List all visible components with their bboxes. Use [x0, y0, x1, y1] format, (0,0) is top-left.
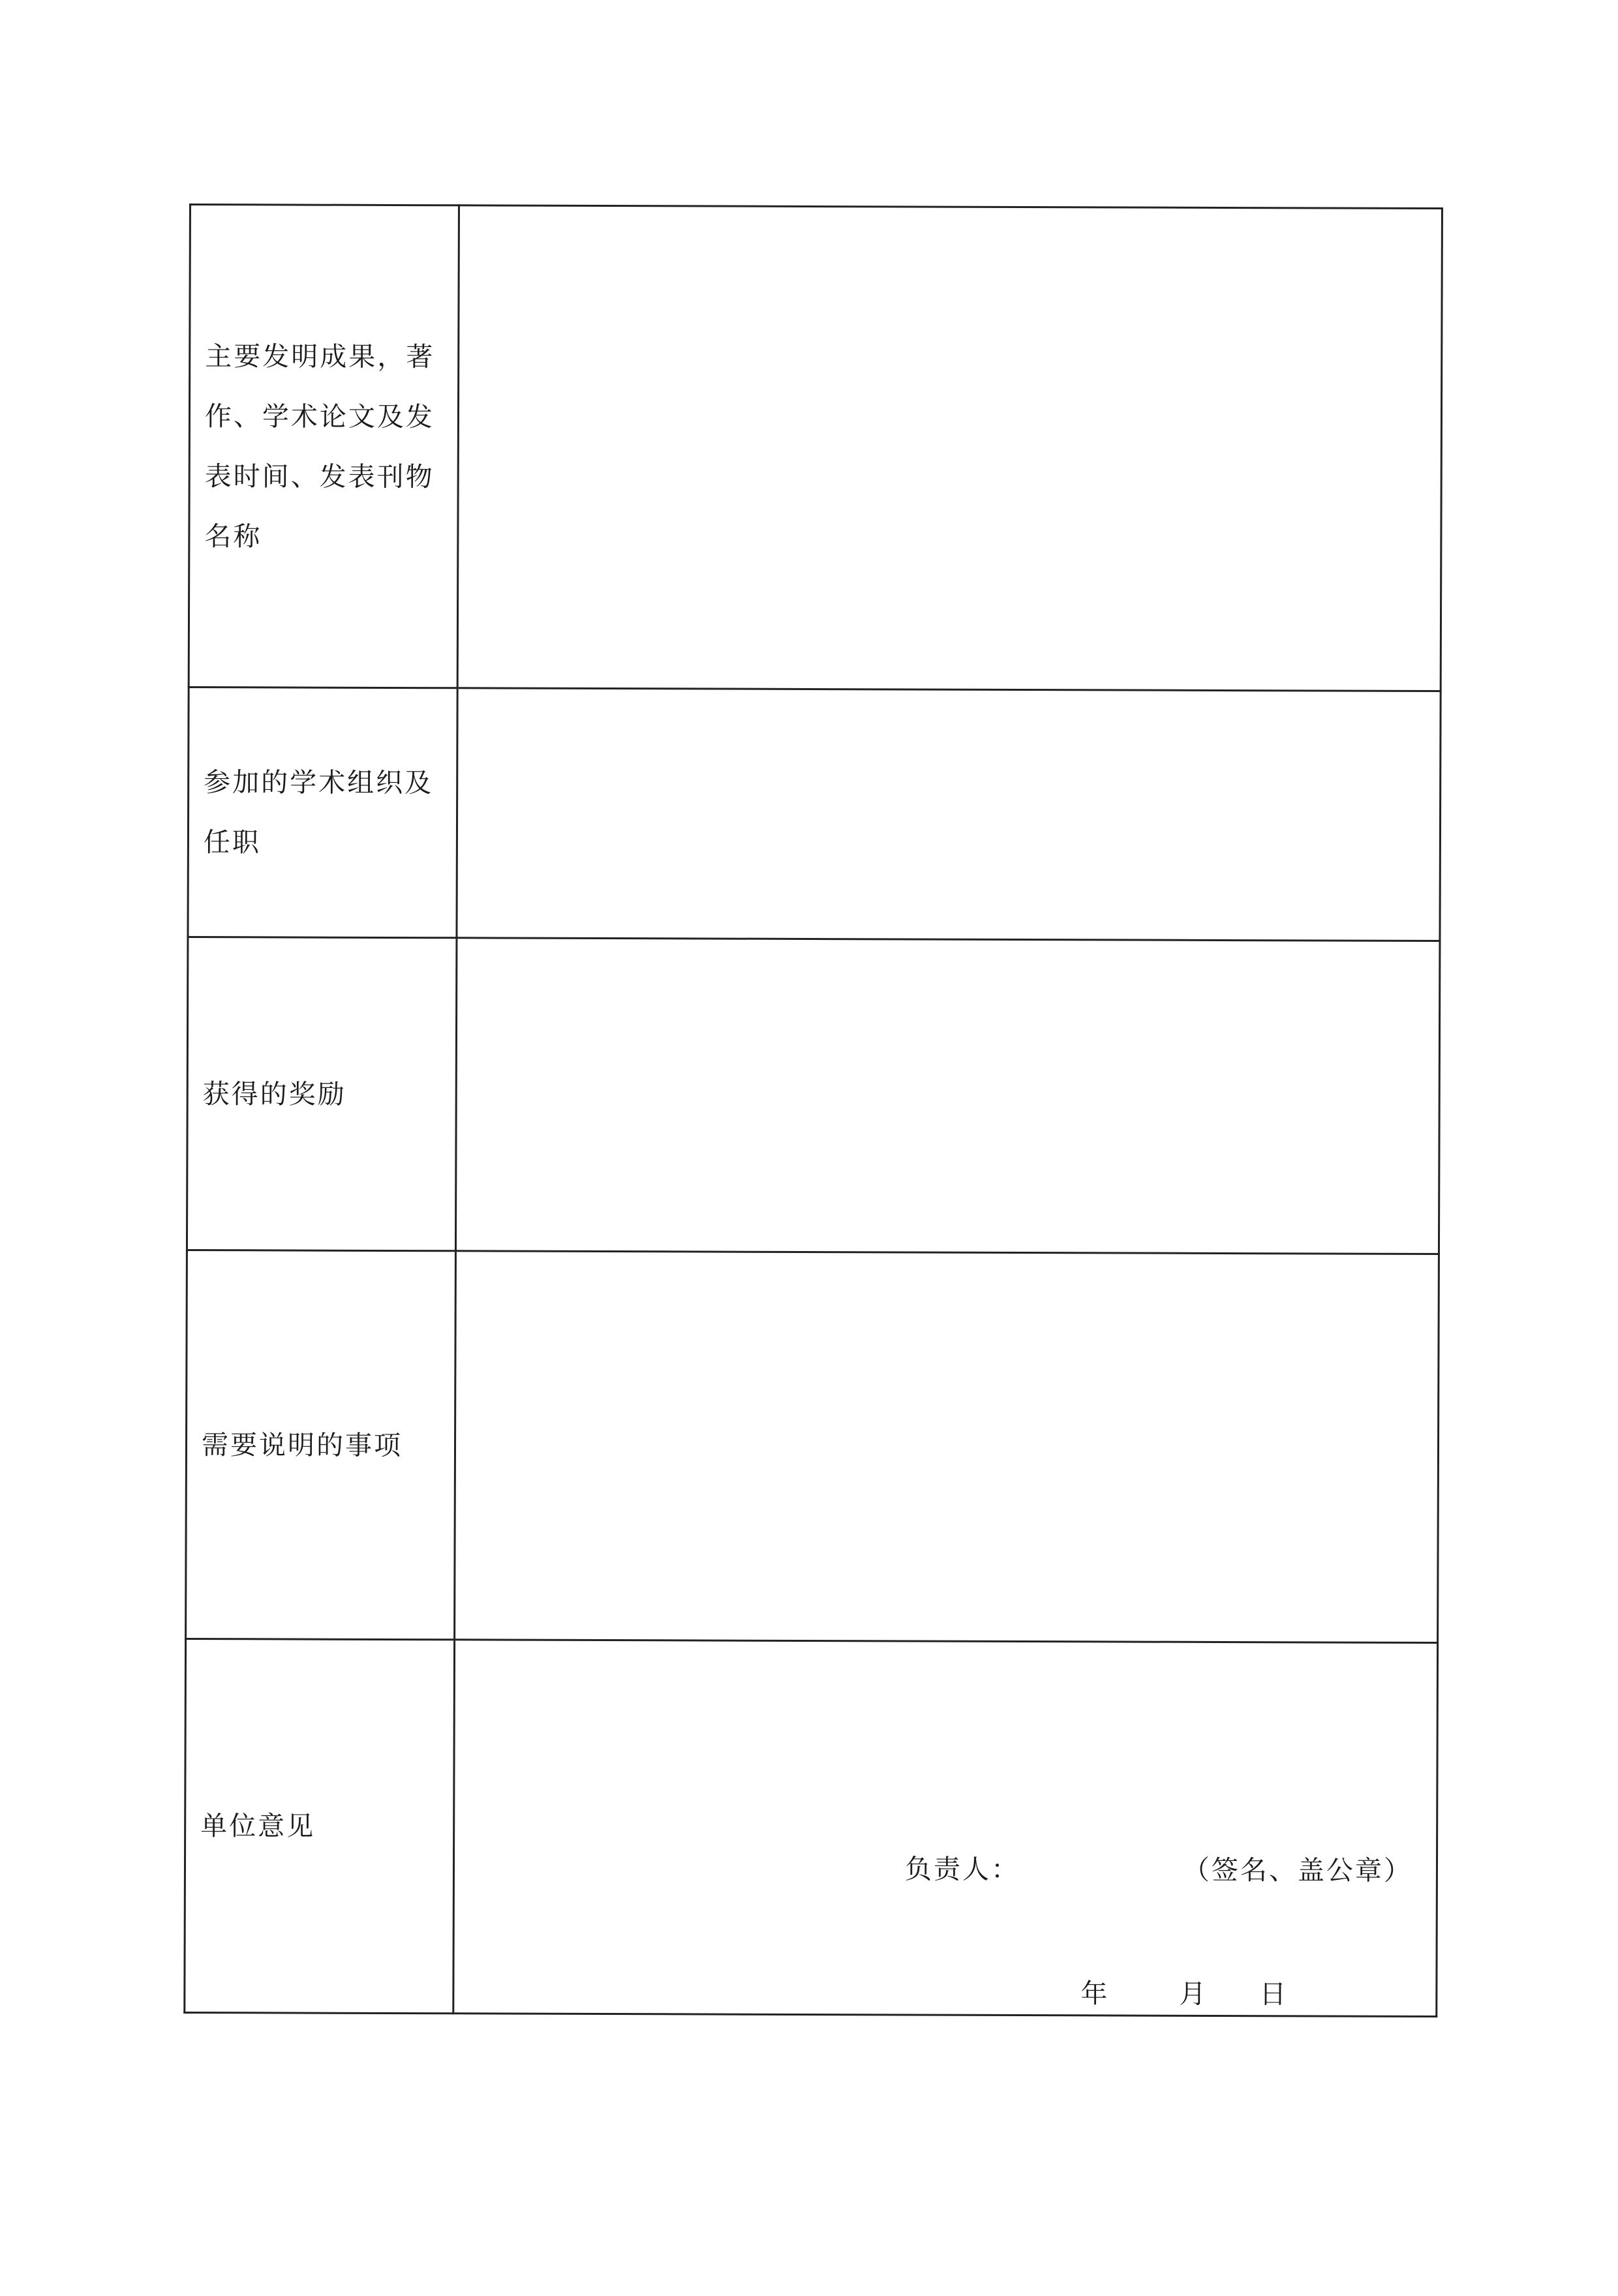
month-label: 月 — [1179, 1978, 1206, 2010]
field-academic-organizations[interactable] — [457, 688, 1441, 941]
row-label-achievements — [189, 205, 459, 688]
label-line: 参加的学术组织及 — [204, 766, 434, 799]
field-achievements[interactable] — [457, 205, 1442, 691]
field-unit-opinion[interactable] — [453, 1640, 1438, 2017]
form-row-notes — [186, 1250, 1439, 1642]
form-row-academic-organizations — [188, 687, 1441, 941]
signature-line — [905, 1847, 1412, 1887]
label-line: 作、学术论文及发 — [204, 400, 435, 432]
row-label-notes — [186, 1250, 456, 1639]
form-row-awards — [187, 937, 1439, 1254]
row-label-academic-organizations — [188, 687, 457, 938]
label-line: 名称 — [204, 520, 262, 552]
label-line: 主要发明成果，著 — [205, 340, 435, 372]
date-line — [1080, 1972, 1286, 2011]
label-line: 任职 — [203, 826, 261, 858]
responsible-person-label: 负责人： — [904, 1853, 1020, 1886]
form-row-unit-opinion — [185, 1639, 1438, 2016]
label-line: 单位意见 — [200, 1810, 316, 1842]
form-row-achievements — [189, 205, 1442, 691]
label-line: 表时间、发表刊物 — [204, 460, 435, 492]
label-line: 获得的奖励 — [202, 1078, 346, 1110]
label-line: 需要说明的事项 — [201, 1428, 403, 1461]
field-notes[interactable] — [455, 1251, 1439, 1643]
application-form-table — [183, 204, 1443, 2017]
sign-seal-note: （签名、盖公章） — [1182, 1854, 1413, 1886]
field-awards[interactable] — [455, 938, 1440, 1254]
day-label: 日 — [1259, 1978, 1287, 2010]
row-label-unit-opinion — [185, 1639, 455, 2013]
row-label-awards — [187, 937, 457, 1250]
year-label: 年 — [1080, 1978, 1108, 2010]
